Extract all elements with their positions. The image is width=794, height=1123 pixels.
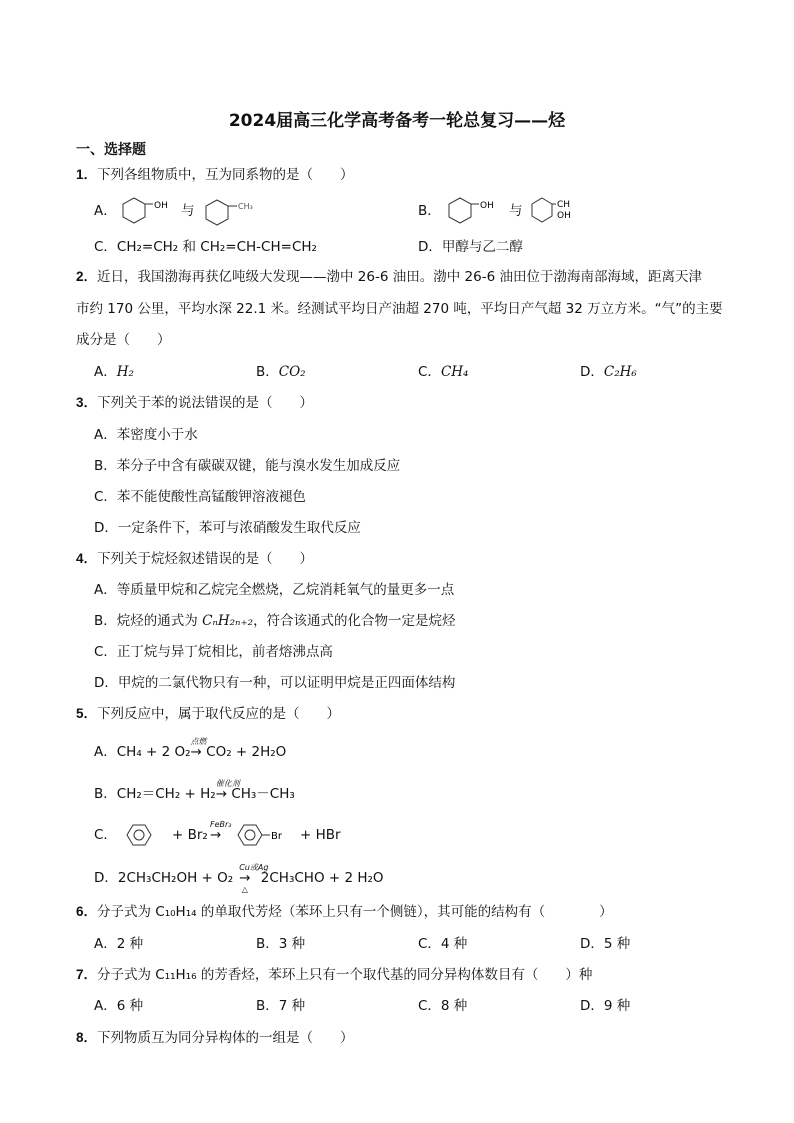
question-text: 分子式为 C₁₁H₁₆ 的芳香烃，苯环上只有一个取代基的同分异构体数目有（ ）种	[97, 967, 593, 983]
option-a: A．苯密度小于水	[94, 427, 198, 443]
option-c: C．4 种	[418, 936, 468, 952]
formula: CH₄	[440, 364, 469, 380]
question-text: 下列关于烷烃叙述错误的是（ ）	[97, 551, 314, 567]
option-b: B．苯分子中含有碳碳双键，能与溴水发生加成反应	[94, 458, 401, 474]
option-c: C．8 种	[418, 998, 468, 1014]
question-number: 5．	[76, 706, 98, 721]
reaction-arrow: FeBr₃ →	[210, 820, 232, 843]
question-number: 7．	[76, 967, 98, 982]
option-b-label: B．	[418, 203, 441, 219]
option-d: D．5 种	[580, 936, 631, 952]
option-d: D．甲醇与乙二醇	[418, 239, 523, 255]
option-b: B．7 种	[256, 998, 306, 1014]
option-a: A．等质量甲烷和乙烷完全燃烧，乙烷消耗氧气的量更多一点	[94, 582, 455, 598]
option-a-mid: 与	[181, 203, 195, 219]
question-8	[76, 1029, 354, 1047]
question-number: 8．	[76, 1030, 98, 1045]
reaction-arrow: 催化剂 →	[215, 779, 240, 802]
ch3-label: CH₃	[238, 202, 253, 211]
option-c-product: + HBr	[300, 827, 341, 843]
benzyl-alcohol-structure	[530, 194, 586, 228]
option-c-label: C．	[94, 827, 117, 843]
option-b: B．CO₂	[256, 364, 306, 380]
oh-label: OH	[154, 201, 168, 211]
option-c: C．CH₄	[418, 364, 469, 380]
question-number: 3．	[76, 395, 98, 410]
question-3	[76, 394, 313, 412]
option-c: C．CH₂=CH₂ 和 CH₂=CH-CH=CH₂	[94, 239, 317, 255]
question-text: 近日，我国渤海再获亿吨级大发现——渤中 26-6 油田。渤中 26-6 油田位于渤海南部海域，距离天津	[97, 269, 702, 285]
formula: H₂	[116, 364, 134, 380]
bromobenzene-structure	[232, 821, 290, 849]
page-title: 2024届高三化学高考备考一轮总复习——烃	[228, 111, 566, 131]
question-text: 下列关于苯的说法错误的是（ ）	[97, 395, 314, 411]
question-text: 下列反应中，属于取代反应的是（ ）	[97, 706, 341, 722]
question-text: 下列物质互为同分异构体的一组是（ ）	[97, 1030, 354, 1046]
question-text: 分子式为 C₁₀H₁₄ 的单取代芳烃（苯环上只有一个侧链），其可能的结构有（ ）	[97, 904, 613, 920]
option-a: A．CH₄ + 2 O₂ 点燃 → CO₂ + 2H₂O	[94, 737, 287, 760]
question-6	[76, 903, 613, 921]
svg-text:CH: CH	[557, 200, 571, 210]
question-7	[76, 966, 592, 984]
benzene-structure	[118, 821, 158, 849]
question-1	[76, 166, 354, 184]
formula: C₂H₆	[603, 364, 637, 380]
question-number: 6．	[76, 904, 98, 919]
phenol-structure-b	[446, 194, 506, 228]
option-d: D．C₂H₆	[580, 364, 637, 380]
option-c: C．正丁烷与异丁烷相比，前者熔沸点高	[94, 644, 333, 660]
option-d: D．一定条件下，苯可与浓硝酸发生取代反应	[94, 520, 361, 536]
option-a: A．2 种	[94, 936, 144, 952]
phenol-structure	[120, 194, 180, 228]
option-d: D．9 种	[580, 998, 631, 1014]
question-5	[76, 705, 340, 723]
svg-text:OH: OH	[480, 201, 494, 211]
option-a-label: A．	[94, 203, 117, 219]
option-d: D．甲烷的二氯代物只有一种，可以证明甲烷是正四面体结构	[94, 675, 456, 691]
reaction-arrow: 点燃 →	[190, 737, 207, 760]
option-a: A．H₂	[94, 364, 134, 380]
option-b: B．3 种	[256, 936, 306, 952]
option-d: D．2CH₃CH₂OH + O₂ Cu或Ag → △ 2CH₃CHO + 2 H₂O	[94, 863, 384, 894]
question-2-line-2: 市约 170 公里，平均水深 22.1 米。经测试平均日产油超 270 吨，平均日产气超 32 万立方米。“气”的主要	[76, 301, 723, 317]
option-a: A．6 种	[94, 998, 144, 1014]
toluene-structure	[203, 194, 267, 228]
question-2	[76, 268, 702, 286]
option-c: C．苯不能使酸性高锰酸钾溶液褪色	[94, 489, 306, 505]
question-4	[76, 550, 313, 568]
option-b: B．CH₂＝CH₂ + H₂ 催化剂 → CH₃－CH₃	[94, 779, 295, 802]
question-text: 下列各组物质中，互为同系物的是（ ）	[97, 167, 354, 183]
option-b-mid: 与	[509, 203, 523, 219]
question-number: 1．	[76, 167, 98, 182]
svg-text:OH: OH	[557, 211, 571, 221]
section-heading: 一、选择题	[76, 142, 146, 158]
reaction-arrow: Cu或Ag → △	[239, 863, 269, 894]
formula: CO₂	[278, 364, 306, 380]
br-label: Br	[271, 831, 282, 842]
option-c-reactant: + Br₂	[172, 827, 208, 843]
option-b: B．烷烃的通式为 CₙH₂ₙ₊₂，符合该通式的化合物一定是烷烃	[94, 613, 456, 629]
question-number: 2．	[76, 269, 98, 284]
formula: CₙH₂ₙ₊₂	[202, 613, 254, 629]
question-2-line-3: 成分是（ ）	[76, 332, 171, 348]
question-number: 4．	[76, 551, 98, 566]
